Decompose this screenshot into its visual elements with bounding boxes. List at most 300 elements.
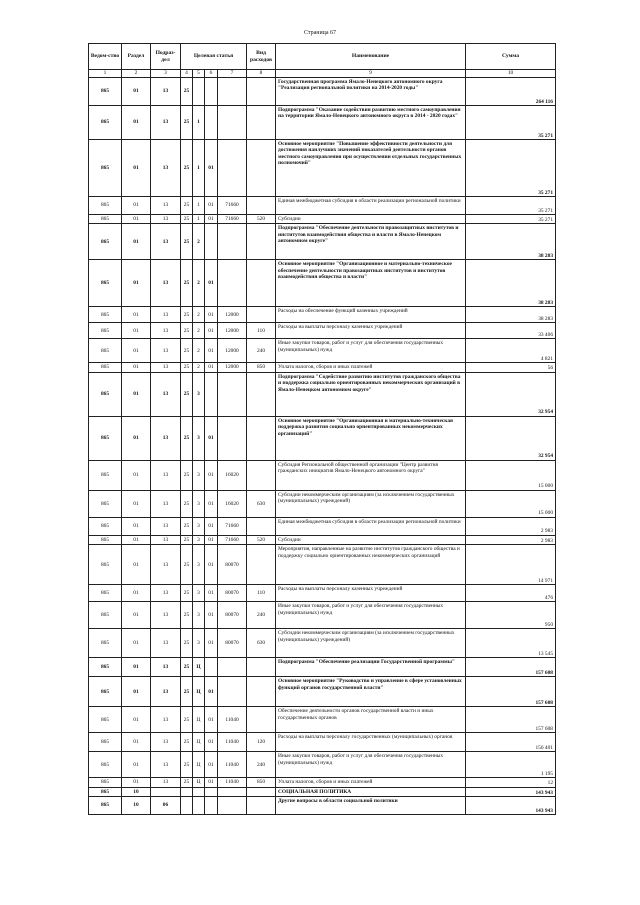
vedomstvo-cell: 865 xyxy=(89,106,122,140)
razdel-cell: 01 xyxy=(122,307,151,323)
podrazdel-cell: 13 xyxy=(151,460,181,490)
subprogram-cell: 3 xyxy=(193,517,205,535)
vid-rashodov-cell: 520 xyxy=(247,535,276,544)
razdel-cell: 01 xyxy=(122,106,151,140)
summa-cell: 32 954 xyxy=(466,372,556,416)
program-cell: 25 xyxy=(181,545,193,585)
subprogram-cell: 3 xyxy=(193,585,205,602)
direction-cell: 11040 xyxy=(218,778,247,787)
table-row xyxy=(89,78,556,106)
header-naimenovanie: Наименование xyxy=(276,44,466,70)
vedomstvo-cell: 865 xyxy=(89,372,122,416)
program-cell: 25 xyxy=(181,535,193,544)
subprogram-cell: 1 xyxy=(193,106,205,140)
program-cell: 25 xyxy=(181,460,193,490)
podrazdel-cell: 13 xyxy=(151,106,181,140)
naimenovanie-cell: Субсидии некоммерческим организациям (за исключением государственных (муниципальных) учреждений) xyxy=(276,629,466,658)
program-cell: 25 xyxy=(181,140,193,197)
podrazdel-cell: 13 xyxy=(151,490,181,517)
razdel-cell: 01 xyxy=(122,460,151,490)
summa-cell: 38 283 xyxy=(466,224,556,260)
direction-cell xyxy=(218,658,247,677)
vedomstvo-cell: 865 xyxy=(89,224,122,260)
subprogram-cell: Ц xyxy=(193,677,205,707)
event-cell: 01 xyxy=(205,490,218,517)
vedomstvo-cell: 865 xyxy=(89,585,122,602)
razdel-cell: 01 xyxy=(122,517,151,535)
table-row xyxy=(89,629,556,658)
subprogram-cell xyxy=(193,78,205,106)
summa-cell: 4 821 xyxy=(466,339,556,363)
subprogram-cell: 1 xyxy=(193,197,205,215)
vid-rashodov-cell xyxy=(247,197,276,215)
event-cell: 01 xyxy=(205,778,218,787)
vedomstvo-cell: 865 xyxy=(89,535,122,544)
podrazdel-cell: 13 xyxy=(151,197,181,215)
summa-cell: 35 271 xyxy=(466,197,556,215)
event-cell xyxy=(205,658,218,677)
vid-rashodov-cell: 630 xyxy=(247,490,276,517)
subprogram-cell: 3 xyxy=(193,545,205,585)
razdel-cell: 01 xyxy=(122,602,151,629)
razdel-cell: 01 xyxy=(122,585,151,602)
vid-rashodov-cell xyxy=(247,260,276,307)
vid-rashodov-cell xyxy=(247,797,276,815)
page-number: Страница 67 xyxy=(303,30,337,36)
program-cell: 25 xyxy=(181,197,193,215)
naimenovanie-cell: Иные закупки товаров, работ и услуг для обеспечения государственных (муниципальных) нужд xyxy=(276,602,466,629)
naimenovanie-cell: Расходы на выплаты персоналу казенных учреждений xyxy=(276,323,466,339)
subprogram-cell: 1 xyxy=(193,215,205,224)
table-row xyxy=(89,416,556,460)
event-cell xyxy=(205,78,218,106)
summa-cell: 14 971 xyxy=(466,545,556,585)
event-cell: 01 xyxy=(205,140,218,197)
table-row xyxy=(89,339,556,363)
naimenovanie-cell: Обеспечение деятельности органов государственной власти и иных государственных органов xyxy=(276,707,466,733)
razdel-cell: 01 xyxy=(122,140,151,197)
program-cell: 25 xyxy=(181,677,193,707)
subprogram-cell: Ц xyxy=(193,733,205,752)
razdel-cell: 01 xyxy=(122,677,151,707)
direction-cell: 80070 xyxy=(218,585,247,602)
vedomstvo-cell: 865 xyxy=(89,215,122,224)
event-cell: 01 xyxy=(205,260,218,307)
vedomstvo-cell: 865 xyxy=(89,778,122,787)
summa-cell: 38 283 xyxy=(466,307,556,323)
vedomstvo-cell: 865 xyxy=(89,197,122,215)
direction-cell: 11040 xyxy=(218,752,247,778)
razdel-cell: 01 xyxy=(122,545,151,585)
naimenovanie-cell: Подпрограмма "Содействие развитию институтов гражданского общества и поддержка социально ориентированных некоммерческих организаций в Ямало-Ненецком автономном округе" xyxy=(276,372,466,416)
vid-rashodov-cell xyxy=(247,707,276,733)
table-row xyxy=(89,545,556,585)
direction-cell: 80070 xyxy=(218,545,247,585)
program-cell: 25 xyxy=(181,658,193,677)
vedomstvo-cell: 865 xyxy=(89,677,122,707)
vid-rashodov-cell: 850 xyxy=(247,778,276,787)
subprogram-cell: 2 xyxy=(193,307,205,323)
summa-cell: 157 608 xyxy=(466,707,556,733)
naimenovanie-cell: Подпрограмма "Обеспечение деятельности правозащитных институтов и институтов взаимодействия общества и власти в Ямало-Ненецком автономном округе" xyxy=(276,224,466,260)
direction-cell: 16020 xyxy=(218,460,247,490)
summa-cell: 157 608 xyxy=(466,677,556,707)
program-cell: 25 xyxy=(181,372,193,416)
razdel-cell: 01 xyxy=(122,260,151,307)
summa-cell: 15 000 xyxy=(466,490,556,517)
vid-rashodov-cell xyxy=(247,106,276,140)
direction-cell: 71660 xyxy=(218,215,247,224)
event-cell: 01 xyxy=(205,677,218,707)
podrazdel-cell: 13 xyxy=(151,363,181,372)
event-cell: 01 xyxy=(205,197,218,215)
event-cell: 01 xyxy=(205,517,218,535)
summa-cell: 33 406 xyxy=(466,323,556,339)
direction-cell: 12000 xyxy=(218,363,247,372)
razdel-cell: 01 xyxy=(122,778,151,787)
naimenovanie-cell: Подпрограмма "Обеспечение реализации Государственной программы" xyxy=(276,658,466,677)
event-cell xyxy=(205,106,218,140)
program-cell: 25 xyxy=(181,629,193,658)
naimenovanie-cell: Уплата налогов, сборов и иных платежей xyxy=(276,363,466,372)
summa-cell: 157 608 xyxy=(466,658,556,677)
podrazdel-cell: 13 xyxy=(151,372,181,416)
subprogram-cell: Ц xyxy=(193,778,205,787)
event-cell xyxy=(205,372,218,416)
program-cell xyxy=(181,787,193,796)
table-row xyxy=(89,778,556,787)
direction-cell xyxy=(218,797,247,815)
vedomstvo-cell: 865 xyxy=(89,707,122,733)
vedomstvo-cell: 865 xyxy=(89,629,122,658)
column-index-cell: 10 xyxy=(466,70,556,78)
subprogram-cell: 3 xyxy=(193,629,205,658)
vedomstvo-cell: 865 xyxy=(89,787,122,796)
razdel-cell: 01 xyxy=(122,658,151,677)
vedomstvo-cell: 865 xyxy=(89,323,122,339)
column-index-cell: 6 xyxy=(205,70,218,78)
summa-cell: 15 000 xyxy=(466,460,556,490)
naimenovanie-cell: Основное мероприятие "Руководство и управление в сфере установленных функций органов государственной власти" xyxy=(276,677,466,707)
podrazdel-cell: 13 xyxy=(151,307,181,323)
table-row xyxy=(89,602,556,629)
subprogram-cell: 2 xyxy=(193,260,205,307)
podrazdel-cell: 13 xyxy=(151,752,181,778)
table-row xyxy=(89,787,556,796)
subprogram-cell: 3 xyxy=(193,535,205,544)
column-index-cell: 5 xyxy=(193,70,205,78)
podrazdel-cell: 13 xyxy=(151,658,181,677)
direction-cell xyxy=(218,416,247,460)
subprogram-cell: 2 xyxy=(193,323,205,339)
naimenovanie-cell: Основное мероприятие "Организационная и материально-техническая поддержка развития социально ориентированных некоммерческих организаций" xyxy=(276,416,466,460)
vedomstvo-cell: 865 xyxy=(89,733,122,752)
naimenovanie-cell: Единая межбюджетная субсидия в области реализации региональной политики xyxy=(276,517,466,535)
summa-cell: 950 xyxy=(466,602,556,629)
column-index-cell: 9 xyxy=(276,70,466,78)
naimenovanie-cell: Единая межбюджетная субсидия в области реализации региональной политики xyxy=(276,197,466,215)
podrazdel-cell: 13 xyxy=(151,339,181,363)
column-index-cell: 8 xyxy=(247,70,276,78)
direction-cell xyxy=(218,106,247,140)
event-cell: 01 xyxy=(205,629,218,658)
header-summa: Сумма xyxy=(466,44,556,70)
podrazdel-cell: 06 xyxy=(151,797,181,815)
table-row xyxy=(89,797,556,815)
naimenovanie-cell: Другие вопросы в области социальной политики xyxy=(276,797,466,815)
naimenovanie-cell: Основное мероприятие "Организационное и материально-техническое обеспечение деятельности правозащитных институтов и институтов взаимодействия общества и власти" xyxy=(276,260,466,307)
razdel-cell: 01 xyxy=(122,535,151,544)
program-cell: 25 xyxy=(181,602,193,629)
razdel-cell: 01 xyxy=(122,733,151,752)
column-index-cell: 3 xyxy=(151,70,181,78)
header-vedomstvo: Ведом-ство xyxy=(89,44,122,70)
vedomstvo-cell: 865 xyxy=(89,460,122,490)
vedomstvo-cell: 865 xyxy=(89,797,122,815)
summa-cell: 143 943 xyxy=(466,797,556,815)
naimenovanie-cell: Уплата налогов, сборов и иных платежей xyxy=(276,778,466,787)
direction-cell xyxy=(218,787,247,796)
naimenovanie-cell: Расходы на выплаты персоналу государственных (муниципальных) органов xyxy=(276,733,466,752)
vedomstvo-cell: 865 xyxy=(89,517,122,535)
column-index-cell: 4 xyxy=(181,70,193,78)
podrazdel-cell: 13 xyxy=(151,323,181,339)
event-cell: 01 xyxy=(205,602,218,629)
table-row xyxy=(89,106,556,140)
naimenovanie-cell: Подпрограмма "Оказание содействия развитию местного самоуправления на территории Ямало-Ненецкого автономного округа в 2014 - 2020 годах" xyxy=(276,106,466,140)
razdel-cell: 01 xyxy=(122,224,151,260)
vid-rashodov-cell: 850 xyxy=(247,363,276,372)
vid-rashodov-cell xyxy=(247,545,276,585)
event-cell: 01 xyxy=(205,363,218,372)
vid-rashodov-cell xyxy=(247,224,276,260)
direction-cell xyxy=(218,372,247,416)
program-cell: 25 xyxy=(181,752,193,778)
program-cell: 25 xyxy=(181,707,193,733)
subprogram-cell: 2 xyxy=(193,339,205,363)
vedomstvo-cell: 865 xyxy=(89,416,122,460)
table-row xyxy=(89,517,556,535)
event-cell: 01 xyxy=(205,323,218,339)
subprogram-cell: 2 xyxy=(193,224,205,260)
column-index-cell: 2 xyxy=(122,70,151,78)
program-cell: 25 xyxy=(181,517,193,535)
direction-cell: 71660 xyxy=(218,197,247,215)
summa-cell: 38 283 xyxy=(466,260,556,307)
program-cell: 25 xyxy=(181,260,193,307)
vedomstvo-cell: 865 xyxy=(89,363,122,372)
program-cell xyxy=(181,797,193,815)
column-index-row xyxy=(89,70,556,78)
naimenovanie-cell: СОЦИАЛЬНАЯ ПОЛИТИКА xyxy=(276,787,466,796)
summa-cell: 35 271 xyxy=(466,215,556,224)
vid-rashodov-cell xyxy=(247,677,276,707)
vid-rashodov-cell xyxy=(247,307,276,323)
subprogram-cell: 3 xyxy=(193,602,205,629)
vid-rashodov-cell xyxy=(247,140,276,197)
vid-rashodov-cell xyxy=(247,372,276,416)
summa-cell: 13 545 xyxy=(466,629,556,658)
event-cell: 01 xyxy=(205,752,218,778)
subprogram-cell: Ц xyxy=(193,752,205,778)
subprogram-cell: 1 xyxy=(193,140,205,197)
summa-cell: 32 954 xyxy=(466,416,556,460)
naimenovanie-cell: Иные закупки товаров, работ и услуг для обеспечения государственных (муниципальных) нужд xyxy=(276,752,466,778)
program-cell: 25 xyxy=(181,106,193,140)
razdel-cell: 01 xyxy=(122,752,151,778)
naimenovanie-cell: Субсидия Региональной общественной организации "Центр развития гражданских инициатив Ямало-Ненецкого автономного округа" xyxy=(276,460,466,490)
naimenovanie-cell: Мероприятия, направленные на развитие институтов гражданского общества и поддержку социально ориентированных некоммерческих организаций xyxy=(276,545,466,585)
direction-cell xyxy=(218,78,247,106)
podrazdel-cell: 13 xyxy=(151,629,181,658)
podrazdel-cell: 13 xyxy=(151,215,181,224)
vid-rashodov-cell xyxy=(247,460,276,490)
subprogram-cell: 3 xyxy=(193,460,205,490)
razdel-cell: 10 xyxy=(122,797,151,815)
subprogram-cell: Ц xyxy=(193,658,205,677)
naimenovanie-cell: Субсидии xyxy=(276,215,466,224)
podrazdel-cell: 13 xyxy=(151,260,181,307)
razdel-cell: 01 xyxy=(122,78,151,106)
event-cell xyxy=(205,797,218,815)
podrazdel-cell: 13 xyxy=(151,78,181,106)
event-cell: 01 xyxy=(205,707,218,733)
table-row xyxy=(89,372,556,416)
vedomstvo-cell: 865 xyxy=(89,658,122,677)
vedomstvo-cell: 865 xyxy=(89,752,122,778)
table-row xyxy=(89,197,556,215)
direction-cell: 11040 xyxy=(218,733,247,752)
vedomstvo-cell: 865 xyxy=(89,490,122,517)
subprogram-cell: 3 xyxy=(193,416,205,460)
podrazdel-cell: 13 xyxy=(151,416,181,460)
event-cell xyxy=(205,224,218,260)
subprogram-cell xyxy=(193,797,205,815)
direction-cell: 12000 xyxy=(218,307,247,323)
subprogram-cell: 3 xyxy=(193,490,205,517)
program-cell: 25 xyxy=(181,323,193,339)
summa-cell: 56 xyxy=(466,363,556,372)
razdel-cell: 01 xyxy=(122,629,151,658)
podrazdel-cell: 13 xyxy=(151,545,181,585)
table-body xyxy=(89,78,556,815)
vedomstvo-cell: 865 xyxy=(89,78,122,106)
table-row xyxy=(89,260,556,307)
event-cell: 01 xyxy=(205,339,218,363)
vid-rashodov-cell: 240 xyxy=(247,752,276,778)
program-cell: 25 xyxy=(181,778,193,787)
vid-rashodov-cell xyxy=(247,416,276,460)
naimenovanie-cell: Расходы на выплаты персоналу казенных учреждений xyxy=(276,585,466,602)
table-row xyxy=(89,363,556,372)
naimenovanie-cell: Государственная программа Ямало-Ненецкого автономного округа "Реализация региональной политики на 2014-2020 годы" xyxy=(276,78,466,106)
program-cell: 25 xyxy=(181,307,193,323)
event-cell: 01 xyxy=(205,215,218,224)
razdel-cell: 01 xyxy=(122,490,151,517)
vid-rashodov-cell: 110 xyxy=(247,585,276,602)
summa-cell: 476 xyxy=(466,585,556,602)
vid-rashodov-cell: 120 xyxy=(247,733,276,752)
podrazdel-cell: 13 xyxy=(151,707,181,733)
vid-rashodov-cell xyxy=(247,78,276,106)
vid-rashodov-cell xyxy=(247,517,276,535)
program-cell: 25 xyxy=(181,78,193,106)
summa-cell: 1 195 xyxy=(466,752,556,778)
vedomstvo-cell: 865 xyxy=(89,307,122,323)
event-cell: 01 xyxy=(205,460,218,490)
program-cell: 25 xyxy=(181,339,193,363)
column-index-cell: 1 xyxy=(89,70,122,78)
summa-cell: 2 983 xyxy=(466,517,556,535)
naimenovanie-cell: Субсидии некоммерческим организациям (за исключением государственных (муниципальных) учреждений) xyxy=(276,490,466,517)
direction-cell xyxy=(218,224,247,260)
header-razdel: Раздел xyxy=(122,44,151,70)
direction-cell: 71660 xyxy=(218,517,247,535)
podrazdel-cell: 13 xyxy=(151,140,181,197)
podrazdel-cell: 13 xyxy=(151,517,181,535)
vedomstvo-cell: 865 xyxy=(89,339,122,363)
podrazdel-cell: 13 xyxy=(151,535,181,544)
direction-cell: 80070 xyxy=(218,629,247,658)
razdel-cell: 01 xyxy=(122,416,151,460)
event-cell: 01 xyxy=(205,585,218,602)
header-celevaya-statya: Целевая статья xyxy=(181,44,247,70)
program-cell: 25 xyxy=(181,490,193,517)
vid-rashodov-cell xyxy=(247,658,276,677)
podrazdel-cell: 13 xyxy=(151,224,181,260)
table-row xyxy=(89,224,556,260)
vedomstvo-cell: 865 xyxy=(89,140,122,197)
table-row xyxy=(89,307,556,323)
budget-table xyxy=(88,43,556,815)
direction-cell: 71660 xyxy=(218,535,247,544)
vid-rashodov-cell: 110 xyxy=(247,323,276,339)
table-row xyxy=(89,658,556,677)
direction-cell: 12000 xyxy=(218,323,247,339)
table-row xyxy=(89,535,556,544)
summa-cell: 143 943 xyxy=(466,787,556,796)
event-cell: 01 xyxy=(205,307,218,323)
table-row xyxy=(89,215,556,224)
summa-cell: 156 401 xyxy=(466,733,556,752)
table-row xyxy=(89,490,556,517)
program-cell: 25 xyxy=(181,733,193,752)
event-cell: 01 xyxy=(205,535,218,544)
vid-rashodov-cell xyxy=(247,787,276,796)
vid-rashodov-cell: 520 xyxy=(247,215,276,224)
razdel-cell: 01 xyxy=(122,197,151,215)
naimenovanie-cell: Иные закупки товаров, работ и услуг для обеспечения государственных (муниципальных) нужд xyxy=(276,339,466,363)
podrazdel-cell: 13 xyxy=(151,778,181,787)
table-row xyxy=(89,707,556,733)
event-cell: 01 xyxy=(205,733,218,752)
header-vid-rashodov: Вид расходов xyxy=(247,44,276,70)
podrazdel-cell: 13 xyxy=(151,677,181,707)
program-cell: 25 xyxy=(181,363,193,372)
podrazdel-cell xyxy=(151,787,181,796)
direction-cell xyxy=(218,140,247,197)
vedomstvo-cell: 865 xyxy=(89,602,122,629)
program-cell: 25 xyxy=(181,215,193,224)
razdel-cell: 01 xyxy=(122,363,151,372)
summa-cell: 12 xyxy=(466,778,556,787)
vedomstvo-cell: 865 xyxy=(89,545,122,585)
vid-rashodov-cell: 240 xyxy=(247,339,276,363)
direction-cell: 80070 xyxy=(218,602,247,629)
table-row xyxy=(89,323,556,339)
table-row xyxy=(89,752,556,778)
summa-cell: 35 271 xyxy=(466,106,556,140)
